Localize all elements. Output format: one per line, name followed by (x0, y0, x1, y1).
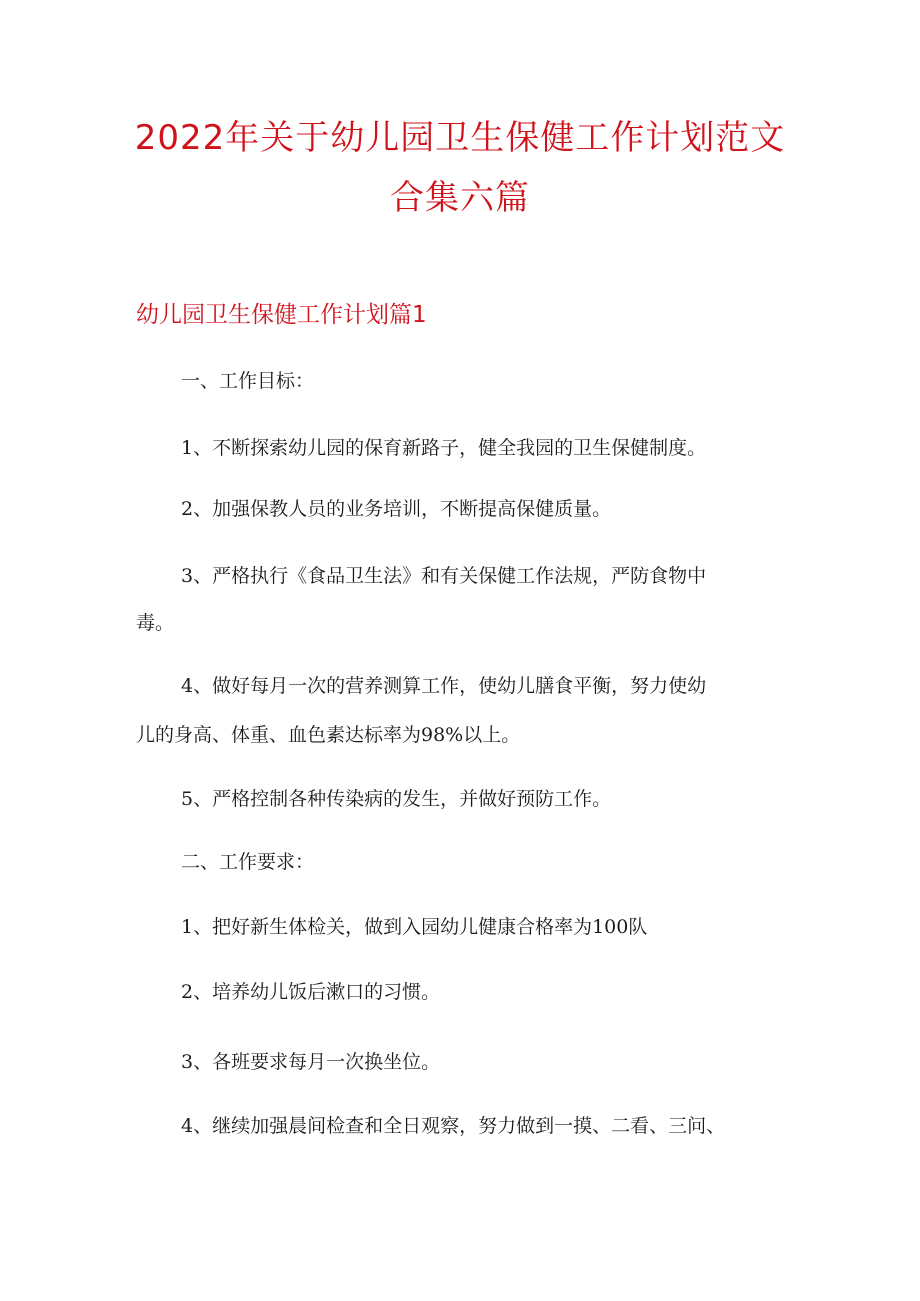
paragraph-line: 4、继续加强晨间检查和全日观察，努力做到一摸、二看、三问、 (181, 1115, 726, 1137)
paragraph-line: 一、工作目标： (181, 370, 315, 392)
paragraph-line: 二、工作要求： (181, 851, 315, 873)
paragraph-line: 1、把好新生体检关，做到入园幼儿健康合格率为100队 (181, 916, 648, 938)
paragraph-line: 3、严格执行《食品卫生法》和有关保健工作法规，严防食物中 (181, 565, 707, 587)
paragraph-line: 4、做好每月一次的营养测算工作，使幼儿膳食平衡，努力使幼 (181, 675, 707, 697)
paragraph-line: 2、培养幼儿饭后漱口的习惯。 (181, 981, 441, 1003)
document-title-line-2: 合集六篇 (390, 178, 530, 218)
paragraph-line: 1、不断探索幼儿园的保育新路子，健全我园的卫生保健制度。 (181, 437, 707, 459)
paragraph-line: 5、严格控制各种传染病的发生，并做好预防工作。 (181, 788, 612, 810)
paragraph-line: 2、加强保教人员的业务培训，不断提高保健质量。 (181, 498, 612, 520)
section-heading: 幼儿园卫生保健工作计划篇1 (136, 302, 427, 328)
paragraph-line: 3、各班要求每月一次换坐位。 (181, 1051, 441, 1073)
document-title-line-1: 2022年关于幼儿园卫生保健工作计划范文 (134, 118, 786, 158)
paragraph-line: 儿的身高、体重、血色素达标率为98%以上。 (136, 724, 521, 746)
paragraph-line: 毒。 (136, 612, 175, 634)
